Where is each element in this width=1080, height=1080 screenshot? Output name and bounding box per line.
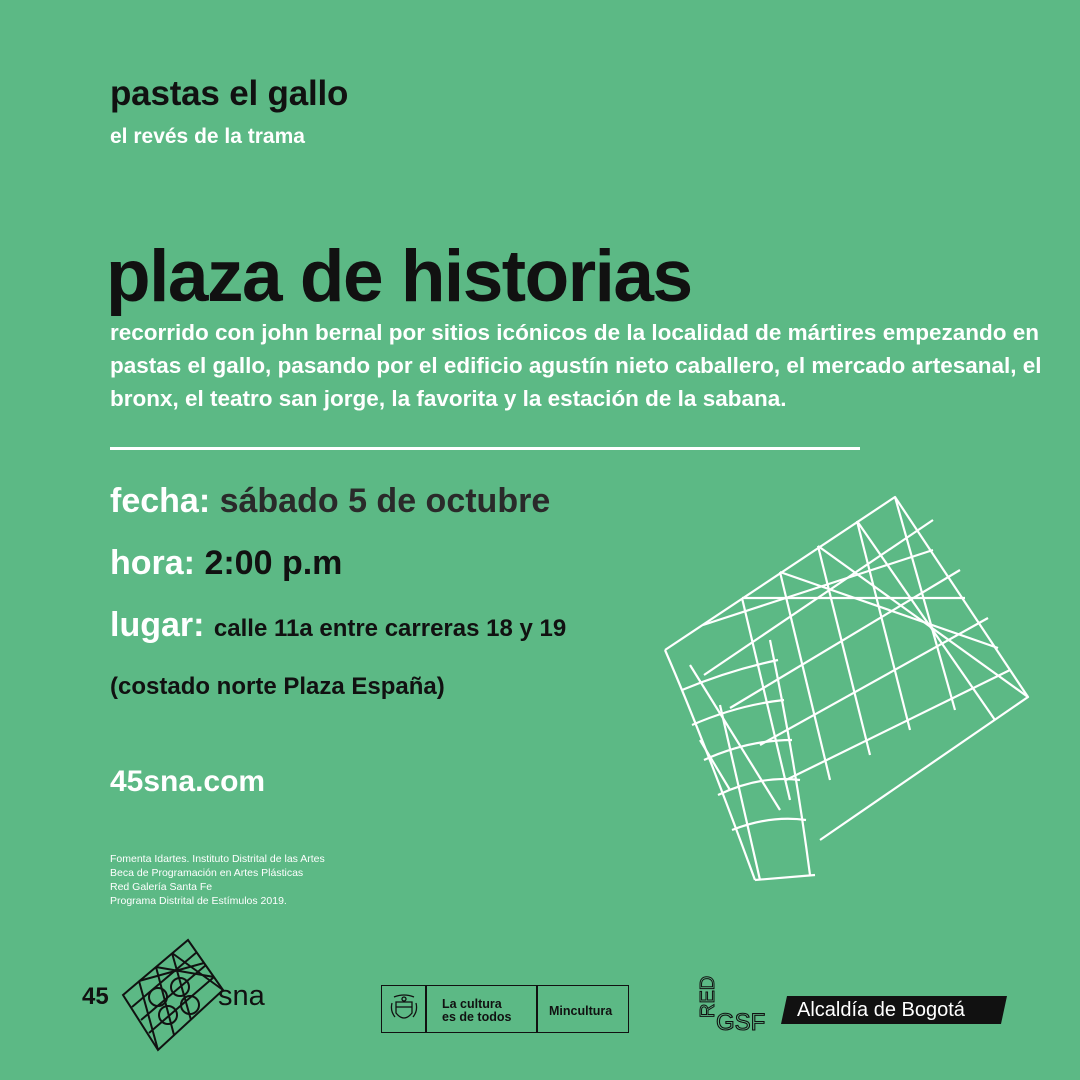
credit-line: Fomenta Idartes. Instituto Distrital de las Artes	[110, 853, 325, 865]
divider	[110, 447, 860, 450]
mincultura-logo	[381, 985, 629, 1033]
brand-title: pastas el gallo	[110, 74, 349, 113]
credit-line: Beca de Programación en Artes Plásticas	[110, 867, 304, 879]
red-gsf-logo	[690, 975, 766, 1042]
mincultura-label: Mincultura	[549, 1004, 613, 1018]
sna-logo-grid-icon	[118, 935, 228, 1060]
hora-value: 2:00 p.m	[204, 544, 343, 582]
event-description: recorrido con john bernal por sitios icónicos de la localidad de mártires empezando en pastas el gallo, pasando por el edificio agustín nieto caballero, el mercado artesanal, el bronx, el teatro san jorge, la favorita y la estación de la sabana.	[110, 320, 1042, 411]
red-gsf-text: RED	[697, 975, 719, 1018]
fecha-label: fecha:	[110, 482, 211, 520]
sna-logo-number: 45	[82, 983, 109, 1010]
hora-row	[110, 544, 342, 583]
lugar-label: lugar:	[110, 606, 205, 644]
lugar-note: (costado norte Plaza España)	[110, 673, 445, 700]
credit-line: Programa Distrital de Estímulos 2019.	[110, 895, 287, 907]
alcaldia-logo-text: Alcaldía de Bogotá	[797, 999, 965, 1021]
sna-logo-text: sna	[218, 980, 265, 1012]
lugar-value: calle 11a entre carreras 18 y 19	[213, 615, 567, 642]
website-link[interactable]: 45sna.com	[110, 765, 266, 798]
colombia-shield-icon	[390, 993, 418, 1025]
plaza-grid-illustration	[660, 490, 1040, 890]
lugar-row	[110, 606, 566, 645]
fecha-value: sábado 5 de octubre	[219, 482, 551, 520]
hora-label: hora:	[110, 544, 195, 582]
cultura-line2: es de todos	[442, 1010, 512, 1024]
credit-line: Red Galería Santa Fe	[110, 881, 213, 893]
fecha-row	[110, 482, 550, 521]
svg-text:GSF: GSF	[716, 1009, 766, 1036]
cultura-line1: La cultura	[442, 997, 502, 1011]
brand-subtitle: el revés de la trama	[110, 125, 305, 148]
credits-block	[110, 852, 325, 908]
cultura-slogan	[442, 998, 511, 1024]
event-title: plaza de historias	[106, 236, 692, 317]
